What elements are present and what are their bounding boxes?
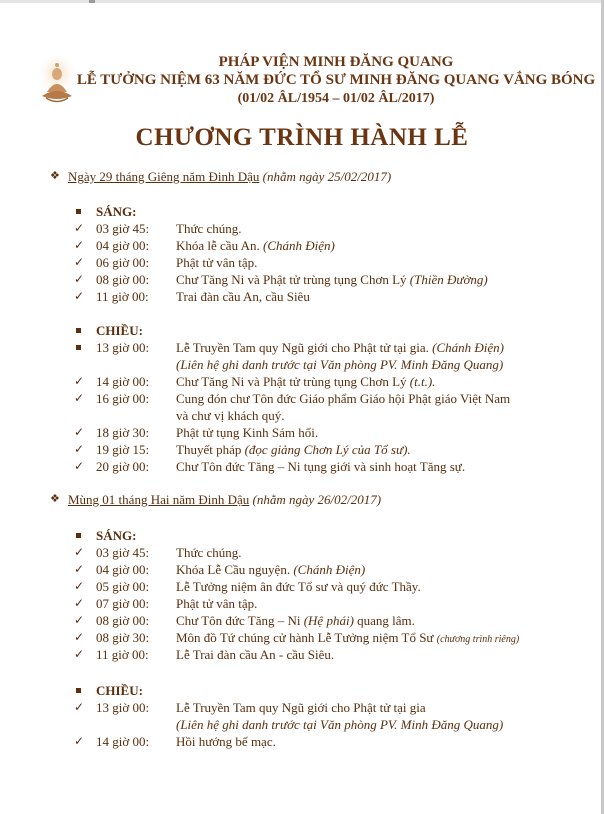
schedule-item: [72, 272, 592, 288]
header-org-name: PHÁP VIỆN MINH ĐĂNG QUANG: [218, 54, 454, 70]
item-time: 13 giờ 00:: [96, 340, 150, 355]
schedule-item: [72, 647, 592, 663]
square-bullet-icon: [76, 209, 81, 214]
item-activity: Khóa Lễ Cầu nguyện.: [176, 562, 291, 577]
session-label: SÁNG:: [96, 204, 137, 219]
item-time: 13 giờ 00:: [96, 700, 150, 715]
item-time: 08 giờ 30:: [96, 630, 150, 645]
check-icon: ✓: [74, 289, 85, 303]
item-activity: Cung đón chư Tôn đức Giáo phẩm Giáo hội Phật giáo Việt Nam: [176, 391, 511, 406]
schedule-item: [72, 545, 592, 561]
header-dates: (01/02 ÂL/1954 – 01/02 ÂL/2017): [237, 91, 435, 106]
diamond-bullet-icon: ❖: [50, 170, 60, 182]
item-activity: Phật tử vân tập.: [176, 255, 258, 270]
item-note: (t.t.).: [409, 374, 436, 389]
schedule-item: [72, 596, 592, 612]
check-icon: ✓: [74, 647, 85, 661]
schedule-item: [72, 255, 592, 271]
item-cont-text: (Liên hệ ghi danh trước tại Văn phòng PV. Minh Đăng Quang): [176, 717, 504, 732]
item-activity: Lễ Trai đàn cầu An - cầu Siêu.: [176, 647, 335, 662]
check-icon: ✓: [74, 442, 85, 456]
item-cont-text: (Liên hệ ghi danh trước tại Văn phòng PV. Minh Đăng Quang): [176, 357, 504, 372]
check-icon: ✓: [74, 700, 85, 714]
item-time: 03 giờ 45:: [96, 221, 150, 236]
check-icon: ✓: [74, 596, 85, 610]
item-note: (Thiền Đường): [409, 272, 488, 287]
item-time: 04 giờ 00:: [96, 238, 150, 253]
item-time: 11 giờ 00:: [96, 289, 149, 304]
item-continuation: và chư vị khách quý.: [176, 408, 285, 423]
check-icon: ✓: [74, 425, 85, 439]
item-time: 14 giờ 00:: [96, 734, 150, 749]
item-note: (Chánh Điện): [293, 562, 366, 577]
diamond-bullet-icon: ❖: [50, 493, 60, 505]
item-time: 03 giờ 45:: [96, 545, 150, 560]
schedule-item: [72, 391, 592, 407]
item-activity: Môn đồ Tứ chúng cử hành Lễ Tưởng niệm Tổ Sư: [176, 630, 434, 645]
schedule-item: [72, 442, 592, 458]
check-icon: ✓: [74, 579, 85, 593]
schedule-item: [72, 238, 592, 254]
ruler-marker: [89, 0, 95, 3]
item-time: 16 giờ 00:: [96, 391, 150, 406]
schedule-item: [72, 459, 592, 475]
item-activity: Lễ Truyền Tam quy Ngũ giới cho Phật tử tại gia: [176, 700, 426, 715]
check-icon: ✓: [74, 221, 85, 235]
schedule-item: [72, 374, 592, 390]
item-activity: Khóa lễ cầu An.: [176, 238, 260, 253]
square-bullet-icon: [76, 328, 81, 333]
item-continuation: [176, 357, 503, 373]
schedule-item: [72, 700, 592, 716]
schedule-item: [72, 613, 592, 629]
item-activity: Phật tử vân tập.: [176, 596, 258, 611]
check-icon: ✓: [74, 562, 85, 576]
check-icon: ✓: [74, 459, 85, 473]
item-tail: quang lâm.: [357, 613, 415, 628]
item-activity: Chư Tôn đức Tăng – Ni tụng giới và sinh hoạt Tăng sự.: [176, 459, 466, 474]
session-label: CHIỀU:: [96, 323, 143, 338]
schedule-item: [72, 630, 592, 646]
page-title: CHƯƠNG TRÌNH HÀNH LỄ: [135, 124, 469, 151]
check-icon: ✓: [74, 613, 85, 627]
item-note: (Chánh Điện): [432, 340, 504, 355]
item-note: (chương trình riêng): [436, 634, 520, 645]
schedule-item: [72, 425, 592, 441]
item-time: 11 giờ 00:: [96, 647, 149, 662]
item-activity: Chư Tăng Ni và Phật tử trùng tụng Chơn Lý: [176, 272, 407, 287]
item-time: 05 giờ 00:: [96, 579, 150, 594]
item-time: 08 giờ 00:: [96, 613, 150, 628]
item-time: 20 giờ 00:: [96, 459, 150, 474]
item-activity: Thuyết pháp: [176, 442, 242, 457]
schedule-item: [72, 562, 592, 578]
item-continuation: [176, 717, 503, 733]
item-activity: Phật tử tụng Kinh Sám hối.: [176, 425, 319, 440]
item-time: 07 giờ 00:: [96, 596, 150, 611]
square-bullet-icon: [76, 533, 81, 538]
item-time: 19 giờ 15:: [96, 442, 150, 457]
day-date: Ngày 29 tháng Giêng năm Đinh Dậu: [68, 169, 260, 184]
schedule-item: [72, 734, 592, 750]
item-activity: Chư Tăng Ni và Phật tử trùng tụng Chơn Lý: [176, 374, 407, 389]
item-activity: Lễ Tưởng niệm ân đức Tổ sư và quý đức Thầy.: [176, 579, 421, 594]
schedule-item: [72, 289, 592, 305]
check-icon: ✓: [74, 545, 85, 559]
item-time: 06 giờ 00:: [96, 255, 150, 270]
item-note: (Hệ phái): [303, 613, 354, 628]
item-time: 14 giờ 00:: [96, 374, 150, 389]
item-activity: Hồi hướng bế mạc.: [176, 734, 276, 749]
square-bullet-icon: [76, 688, 81, 693]
item-activity: Thức chúng.: [176, 545, 242, 560]
schedule-item: [72, 579, 592, 595]
check-icon: ✓: [74, 238, 85, 252]
session-label: CHIỀU:: [96, 683, 143, 698]
schedule-item: [72, 221, 592, 237]
item-time: 08 giờ 00:: [96, 272, 150, 287]
item-activity: Chư Tôn đức Tăng – Ni: [176, 613, 301, 628]
check-icon: ✓: [74, 391, 85, 405]
check-icon: ✓: [74, 374, 85, 388]
header-event-name: LỄ TƯỞNG NIỆM 63 NĂM ĐỨC TỔ SƯ MINH ĐĂNG QUANG VẮNG BÓNG: [76, 72, 596, 88]
day-date: Mùng 01 tháng Hai năm Đinh Dậu: [68, 492, 250, 507]
day-date-note: (nhằm ngày 26/02/2017): [252, 492, 382, 507]
day-date-note: (nhằm ngày 25/02/2017): [262, 169, 392, 184]
schedule-item: [72, 340, 592, 356]
check-icon: ✓: [74, 630, 85, 644]
check-icon: ✓: [74, 734, 85, 748]
square-bullet-icon: [76, 345, 81, 350]
item-time: 04 giờ 00:: [96, 562, 150, 577]
item-note: (đọc giảng Chơn Lý của Tổ sư).: [244, 442, 411, 457]
check-icon: ✓: [74, 272, 85, 286]
item-activity: Trai đàn cầu An, cầu Siêu: [176, 289, 310, 304]
check-icon: ✓: [74, 255, 85, 269]
item-note: (Chánh Điện): [263, 238, 335, 253]
item-activity: Thức chúng.: [176, 221, 242, 236]
session-label: SÁNG:: [96, 528, 137, 543]
item-activity: Lễ Truyền Tam quy Ngũ giới cho Phật tử tại gia.: [176, 340, 429, 355]
item-time: 18 giờ 30:: [96, 425, 150, 440]
